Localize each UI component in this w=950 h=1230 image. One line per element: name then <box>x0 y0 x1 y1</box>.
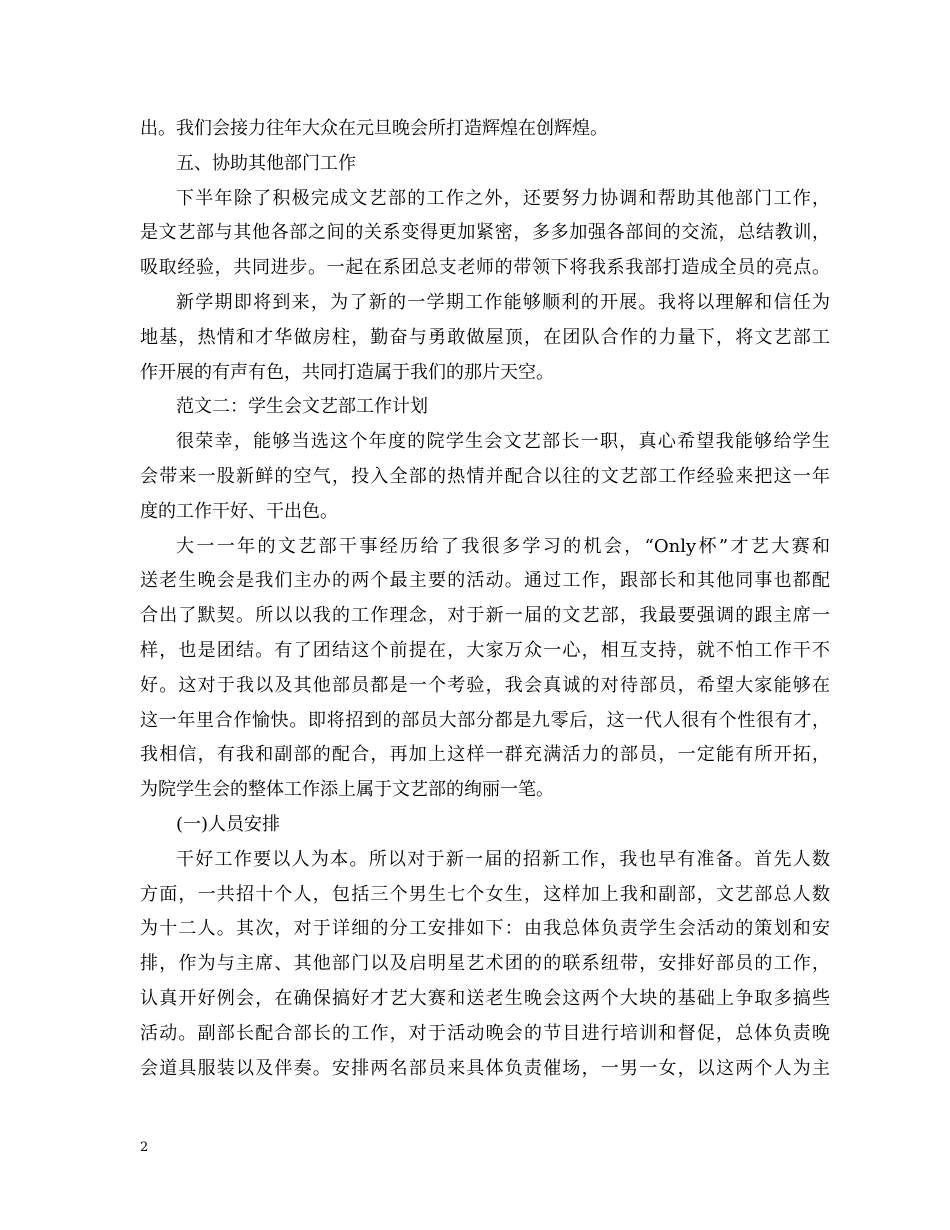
text-line: 活动。副部长配合部长的工作，对于活动晚会的节目进行培训和督促，总体负责晚 <box>140 1022 830 1044</box>
text-line: 方面，一共招十个人，包括三个男生七个女生，这样加上我和副部，文艺部总人数 <box>140 883 830 905</box>
text-line: 认真开好例会，在确保搞好才艺大赛和送老生晚会这两个大块的基础上争取多搞些 <box>140 987 830 1009</box>
page-number: 2 <box>140 1140 149 1155</box>
text-line: 为院学生会的整体工作添上属于文艺部的绚丽一笔。 <box>140 779 554 801</box>
text-line: 大一一年的文艺部干事经历给了我很多学习的机会，“Only杯”才艺大赛和 <box>176 535 830 557</box>
text-line: 我相信，有我和副部的配合，再加上这样一群充满活力的部员，一定能有所开拓， <box>140 744 830 766</box>
section-heading: (一)人员安排 <box>176 813 281 835</box>
text-line: 地基，热情和才华做房柱，勤奋与勇敢做屋顶，在团队合作的力量下，将文艺部工 <box>140 326 830 348</box>
text-line: 这一年里合作愉快。即将招到的部员大部分都是九零后，这一代人很有个性很有才， <box>140 709 830 731</box>
text-line: 作开展的有声有色，共同打造属于我们的那片天空。 <box>140 361 554 383</box>
section-heading: 范文二：学生会文艺部工作计划 <box>176 396 428 418</box>
text-line: 干好工作要以人为本。所以对于新一届的招新工作，我也早有准备。首先人数 <box>176 848 830 870</box>
text-line: 新学期即将到来，为了新的一学期工作能够顺利的开展。我将以理解和信任为 <box>176 291 830 313</box>
text-line: 样，也是团结。有了团结这个前提在，大家万众一心，相互支持，就不怕工作干不 <box>140 639 830 661</box>
text-line: 会带来一股新鲜的空气，投入全部的热情并配合以往的文艺部工作经验来把这一年 <box>140 465 830 487</box>
text-line: 下半年除了积极完成文艺部的工作之外，还要努力协调和帮助其他部门工作， <box>176 187 830 209</box>
text-line: 为十二人。其次，对于详细的分工安排如下：由我总体负责学生会活动的策划和安 <box>140 918 830 940</box>
text-line: 送老生晚会是我们主办的两个最主要的活动。通过工作，跟部长和其他同事也都配 <box>140 570 830 592</box>
body-text <box>140 112 830 1086</box>
text-line: 是文艺部与其他各部之间的关系变得更加紧密，多多加强各部间的交流，总结教训， <box>140 222 830 244</box>
text-line: 合出了默契。所以以我的工作理念，对于新一届的文艺部，我最要强调的跟主席一 <box>140 605 830 627</box>
text-line: 出。我们会接力往年大众在元旦晚会所打造辉煌在创辉煌。 <box>140 118 608 139</box>
text-line: 好。这对于我以及其他部员都是一个考验，我会真诚的对待部员，希望大家能够在 <box>140 674 830 696</box>
text-line: 度的工作干好、干出色。 <box>140 500 338 522</box>
text-line: 吸取经验，共同进步。一起在系团总支老师的带领下将我系我部打造成全员的亮点。 <box>140 257 830 279</box>
text-line: 排，作为与主席、其他部门以及启明星艺术团的的联系纽带，安排好部员的工作， <box>140 953 830 975</box>
text-line: 会道具服装以及伴奏。安排两名部员来具体负责催场，一男一女，以这两个人为主 <box>140 1057 830 1079</box>
section-heading: 五、协助其他部门工作 <box>176 152 356 174</box>
text-line: 很荣幸，能够当选这个年度的院学生会文艺部长一职，真心希望我能够给学生 <box>176 431 830 453</box>
